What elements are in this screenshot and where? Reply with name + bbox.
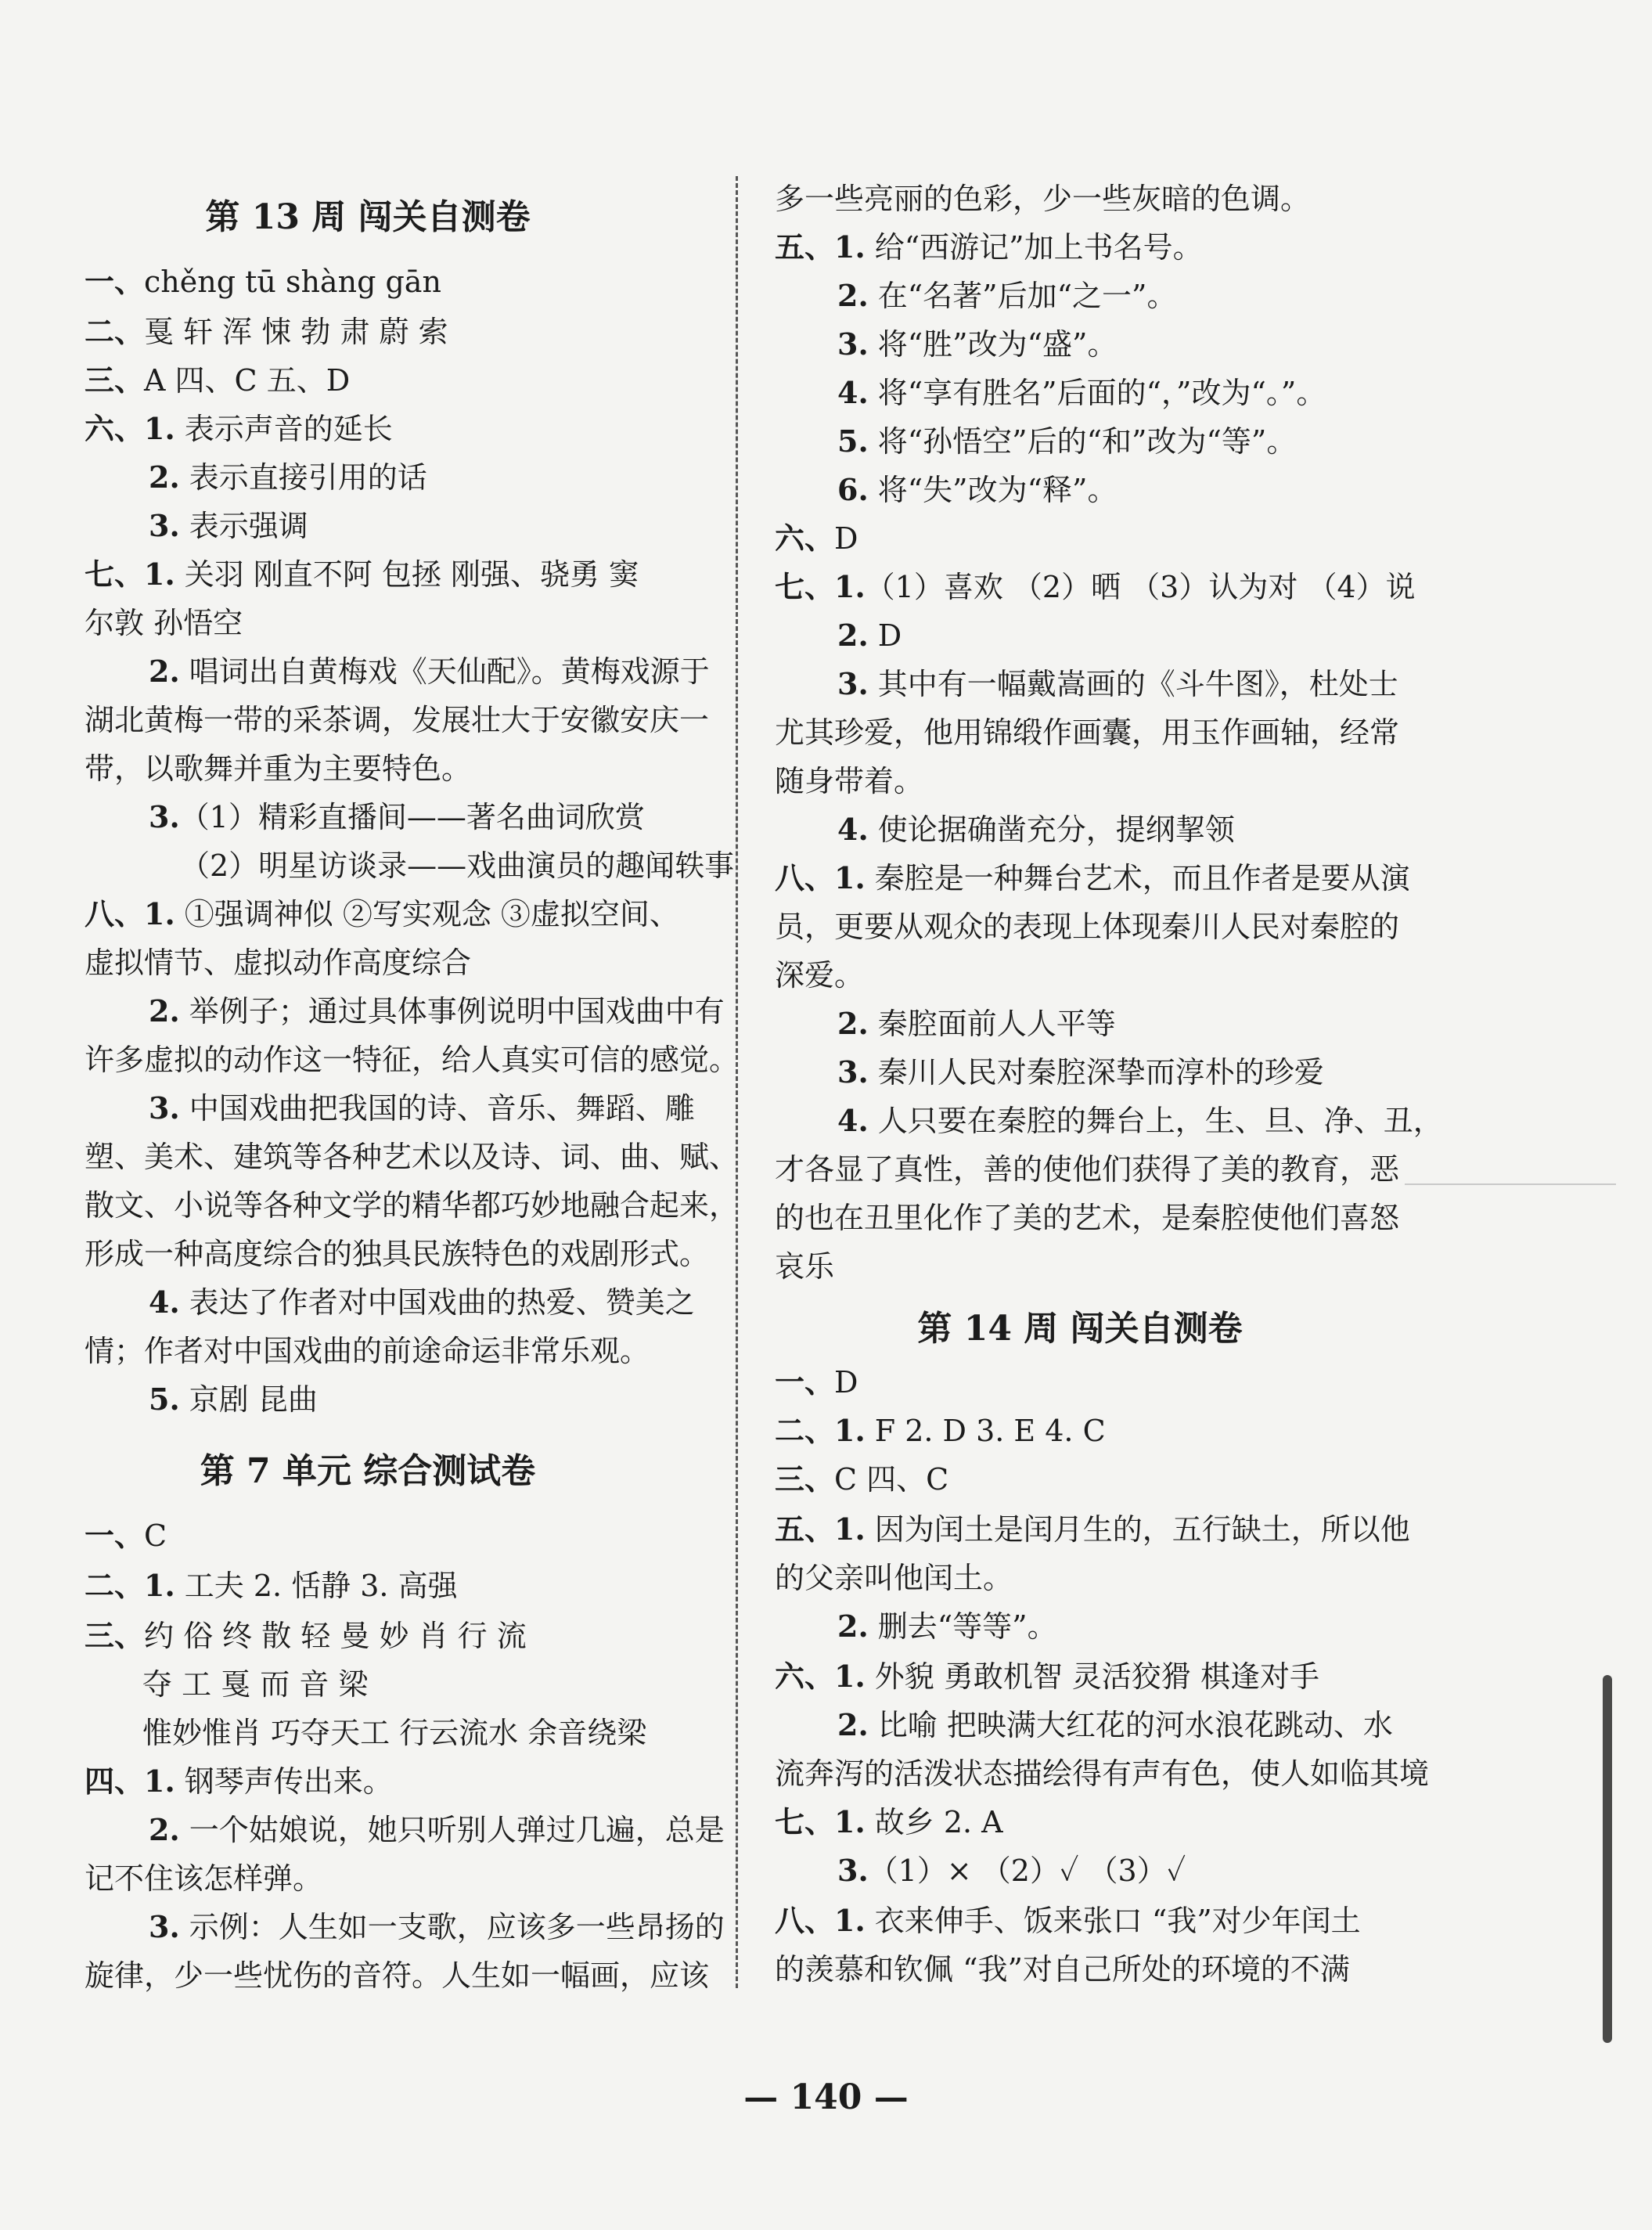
answer-line: 二、戛 轩 浑 悚 勃 肃 蔚 索 [85,314,448,349]
answer-line: 才各显了真性，善的使他们获得了美的教育，恶 [775,1152,1400,1187]
answer-line: 一、D [775,1364,858,1400]
answer-line: 多一些亮丽的色彩，少一些灰暗的色调。 [775,182,1311,216]
answer-line: 七、1. 关羽 刚直不阿 包拯 刚强、骁勇 窦 [85,557,639,592]
section-title-unit7: 第 7 单元 综合测试卷 [200,1451,536,1491]
answer-line: 尤其珍爱，他用锦缎作画囊，用玉作画轴，经常 [775,715,1400,750]
answer-line: 4. 表达了作者对中国戏曲的热爱、赞美之 [149,1284,695,1320]
answer-line: 2. 在“名著”后加“之一”。 [837,278,1177,313]
answer-line: 一、C [85,1518,167,1553]
section-title-week14: 第 14 周 闯关自测卷 [917,1309,1243,1349]
answer-line: 5. 将“孙悟空”后的“和”改为“等”。 [837,423,1297,459]
answer-line: 2. 表示直接引用的话 [149,459,427,495]
answer-line: 的也在丑里化作了美的艺术，是秦腔使他们喜怒 [775,1201,1400,1235]
answer-line: 八、1. 衣来伸手、饭来张口 “我”对少年闰土 [775,1903,1361,1938]
answer-line: 许多虚拟的动作这一特征，给人真实可信的感觉。 [85,1043,740,1077]
answer-line: 6. 将“失”改为“释”。 [837,472,1118,507]
answer-line: 2. 举例子；通过具体事例说明中国戏曲中有 [149,993,725,1029]
answer-line: 三、A 四、C 五、D [85,362,351,398]
answer-line: 3. 表示强调 [149,508,308,543]
answer-line: 哀乐 [775,1249,835,1284]
answer-line: 尔敦 孙悟空 [85,606,243,640]
answer-line: 七、1. 故乡 2. A [775,1804,1003,1839]
answer-line: 3.（1）精彩直播间——著名曲词欣赏 [149,799,645,834]
margin-rule [1405,1183,1616,1185]
answer-line: 六、1. 外貌 勇敢机智 灵活狡猾 棋逢对手 [775,1659,1319,1694]
answer-line: 惟妙惟肖 巧夺天工 行云流水 余音绕梁 [142,1716,647,1750]
answer-line: 的父亲叫他闰土。 [775,1561,1013,1595]
answer-line: 3. 其中有一幅戴嵩画的《斗牛图》，杜处士 [837,666,1398,701]
answer-line: 情；作者对中国戏曲的前途命运非常乐观。 [85,1334,650,1368]
answer-line: 深爱。 [775,958,865,993]
column-divider [736,176,738,1988]
answer-line: 2. 一个姑娘说，她只听别人弹过几遍，总是 [149,1812,725,1847]
answer-line: 五、1. 给“西游记”加上书名号。 [775,229,1203,265]
answer-line: 四、1. 钢琴声传出来。 [85,1763,393,1799]
answer-line: 八、1. 秦腔是一种舞台艺术，而且作者是要从演 [775,860,1410,895]
answer-line: 散文、小说等各种文学的精华都巧妙地融合起来， [85,1188,740,1223]
scan-edge-mark [1603,1675,1612,2043]
answer-line: 塑、美术、建筑等各种艺术以及诗、词、曲、赋、 [85,1140,740,1174]
answer-line: 3. 秦川人民对秦腔深挚而淳朴的珍爱 [837,1054,1324,1090]
answer-line: 三、C 四、C [775,1461,949,1497]
page-number: — 140 — [743,2077,909,2117]
answer-line: 的羡慕和钦佩 “我”对自己所处的环境的不满 [775,1952,1350,1987]
answer-line: 湖北黄梅一带的采茶调，发展壮大于安徽安庆一 [85,703,710,737]
answer-line: （2）明星访谈录——戏曲演员的趣闻轶事 [180,848,735,883]
answer-line: 五、1. 因为闰土是闰月生的，五行缺土，所以他 [775,1511,1410,1547]
answer-line: 2. 唱词出自黄梅戏《天仙配》。黄梅戏源于 [149,654,710,689]
answer-line: 记不住该怎样弹。 [85,1861,323,1896]
answer-line: 4. 人只要在秦腔的舞台上，生、旦、净、丑， [837,1103,1443,1138]
section-title-week13: 第 13 周 闯关自测卷 [205,197,531,237]
answer-line: 随身带着。 [775,764,924,798]
answer-line: 三、约 俗 终 散 轻 曼 妙 肖 行 流 [85,1618,527,1653]
answer-line: 夺 工 戛 而 音 梁 [142,1667,369,1702]
answer-line: 一、chěng tū shàng gān [85,264,441,299]
answer-line: 3. 将“胜”改为“盛”。 [837,326,1118,362]
answer-line: 六、1. 表示声音的延长 [85,411,393,446]
answer-line: 旋律，少一些忧伤的音符。人生如一幅画，应该 [85,1958,710,1993]
answer-line: 5. 京剧 昆曲 [149,1382,318,1417]
answer-line: 2. 比喻 把映满大红花的河水浪花跳动、水 [837,1707,1393,1742]
answer-line: 流奔泻的活泼状态描绘得有声有色，使人如临其境 [775,1756,1430,1791]
answer-line: 带，以歌舞并重为主要特色。 [85,751,472,786]
answer-line: 七、1.（1）喜欢 （2）晒 （3）认为对 （4）说 [775,569,1416,604]
answer-line: 虚拟情节、虚拟动作高度综合 [85,946,472,980]
answer-line: 二、1. F 2. D 3. E 4. C [775,1413,1106,1448]
answer-line: 员，更要从观众的表现上体现秦川人民对秦腔的 [775,910,1400,944]
answer-line: 2. 秦腔面前人人平等 [837,1006,1116,1041]
answer-line: 六、D [775,521,858,556]
answer-line: 2. D [837,618,902,653]
answer-line: 八、1. ①强调神似 ②写实观念 ③虚拟空间、 [85,896,679,931]
answer-line: 4. 使论据确凿充分，提纲挈领 [837,812,1235,847]
answer-line: 二、1. 工夫 2. 恬静 3. 高强 [85,1568,458,1603]
answer-line: 4. 将“享有胜名”后面的“，”改为“。”。 [837,375,1326,410]
answer-line: 3.（1）× （2）✓ （3）✓ [837,1853,1186,1888]
answer-line: 2. 删去“等等”。 [837,1609,1057,1644]
answer-line: 3. 中国戏曲把我国的诗、音乐、舞蹈、雕 [149,1090,695,1126]
answer-line: 形成一种高度综合的独具民族特色的戏剧形式。 [85,1237,710,1271]
answer-line: 3. 示例：人生如一支歌，应该多一些昂扬的 [149,1909,725,1944]
